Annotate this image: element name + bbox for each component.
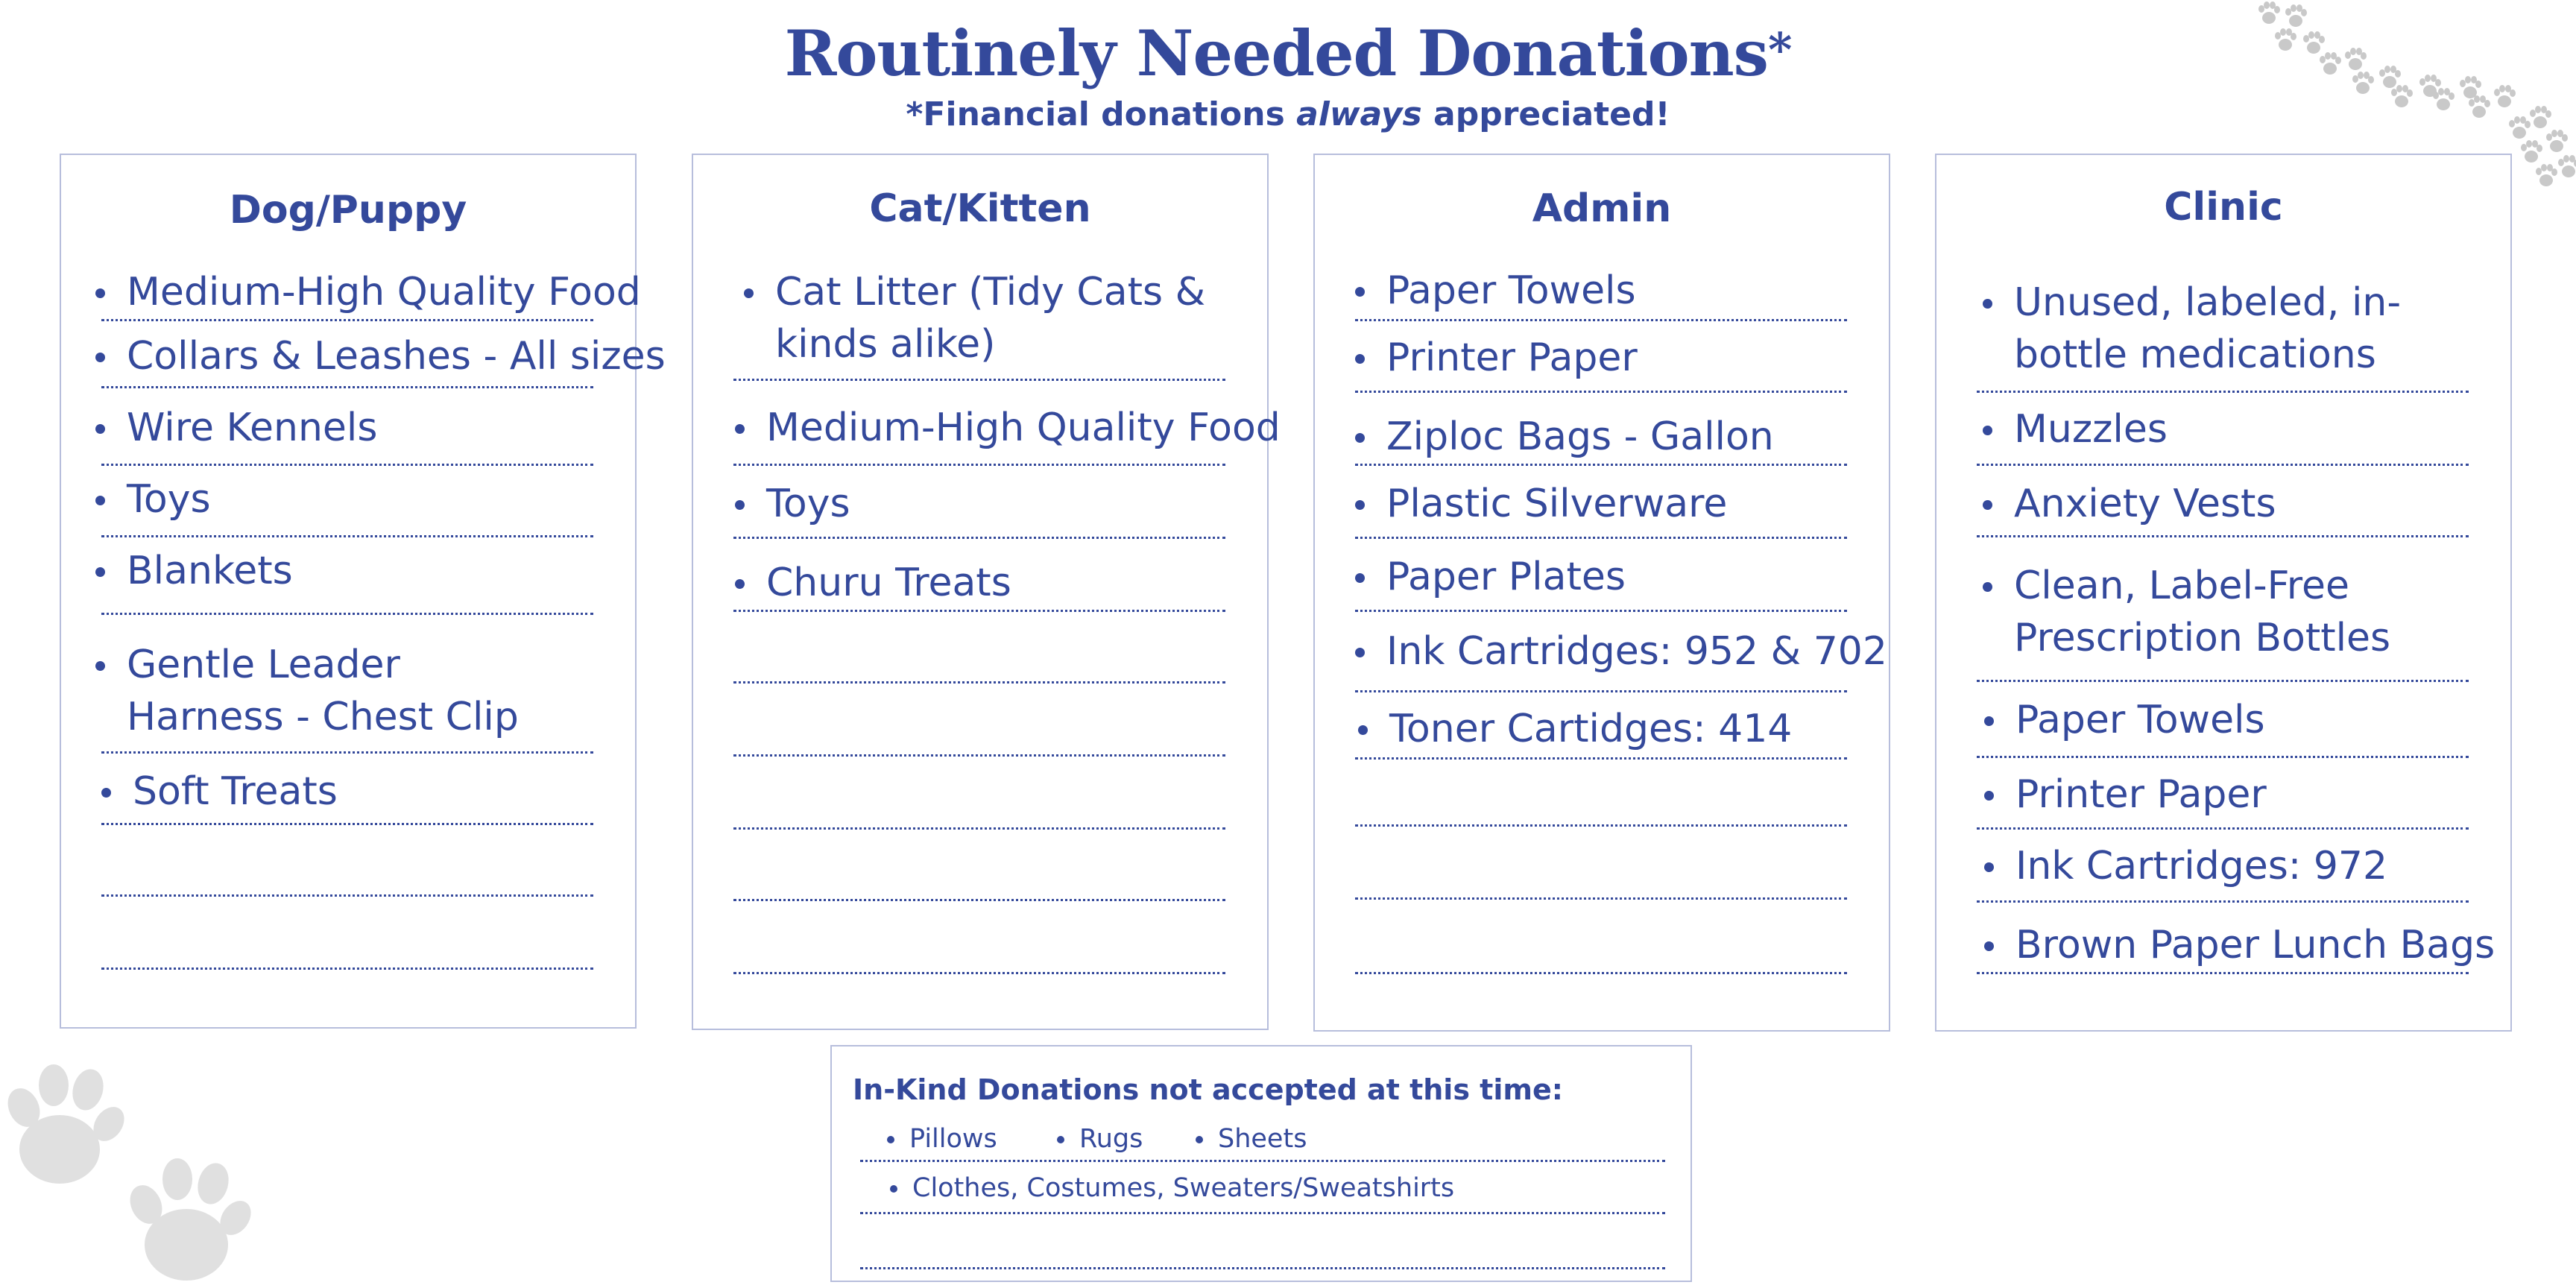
list-item: Soft Treats	[133, 765, 338, 818]
list-item-continued: Harness - Chest Clip	[127, 695, 519, 739]
divider	[733, 827, 1225, 830]
card-admin	[1313, 154, 1890, 1032]
divider	[101, 894, 593, 897]
list-item: Printer Paper	[1386, 331, 1638, 385]
divider	[101, 535, 593, 537]
subtitle-tail: appreciated!	[1421, 95, 1670, 133]
list-item: Unused, labeled, in-	[2014, 276, 2401, 329]
list-item: Printer Paper	[2015, 768, 2267, 821]
divider	[733, 754, 1225, 757]
divider	[1977, 900, 2469, 903]
list-item: Cat Litter (Tidy Cats &	[775, 265, 1205, 319]
divider	[101, 319, 593, 321]
list-item: Anxiety Vests	[2014, 477, 2276, 531]
divider	[1977, 391, 2469, 393]
divider	[101, 823, 593, 825]
divider	[733, 464, 1225, 466]
divider	[733, 681, 1225, 684]
not-accepted-item: Clothes, Costumes, Sweaters/Sweatshirts	[912, 1173, 1455, 1203]
page-title	[0, 16, 2576, 90]
card-title: Admin	[1532, 186, 1672, 231]
divider	[1355, 824, 1847, 827]
not-accepted-item: Pillows	[909, 1124, 997, 1154]
subtitle-lead: *Financial donations	[906, 95, 1297, 133]
card-cat-kitten	[692, 154, 1281, 1030]
list-item-continued: bottle medications	[2014, 332, 2376, 377]
divider	[860, 1212, 1665, 1214]
divider	[1355, 537, 1847, 539]
page-title-text: Routinely Needed Donations	[784, 16, 1768, 90]
divider	[1355, 690, 1847, 692]
list-item: Toys	[766, 477, 850, 531]
divider	[1977, 464, 2469, 466]
list-item: Brown Paper Lunch Bags	[2015, 918, 2495, 972]
list-item: Ink Cartridges: 972	[2015, 839, 2387, 893]
not-accepted-item: Sheets	[1218, 1124, 1307, 1154]
divider	[1355, 610, 1847, 612]
divider	[733, 537, 1225, 539]
divider	[1977, 756, 2469, 758]
divider	[1355, 319, 1847, 321]
list-item: Ink Cartridges: 952 & 702	[1386, 625, 1887, 678]
card-title: Clinic	[2164, 185, 2283, 230]
divider	[733, 972, 1225, 974]
divider	[101, 613, 593, 615]
card-title: Cat/Kitten	[869, 186, 1091, 231]
divider	[1355, 391, 1847, 393]
list-item: Blankets	[127, 544, 293, 598]
divider	[1977, 535, 2469, 537]
not-accepted-item: Rugs	[1079, 1124, 1143, 1154]
divider	[1355, 464, 1847, 466]
list-item: Medium-High Quality Food	[127, 265, 641, 319]
card-title: Dog/Puppy	[229, 188, 467, 233]
list-item: Medium-High Quality Food	[766, 401, 1281, 455]
list-item-continued: Prescription Bottles	[2014, 616, 2391, 660]
list-item: Paper Towels	[2015, 693, 2265, 747]
list-item: Paper Towels	[1386, 264, 1636, 318]
list-item: Muzzles	[2014, 402, 2168, 456]
divider	[860, 1160, 1665, 1162]
list-item: Toner Cartidges: 414	[1389, 702, 1792, 756]
divider	[1977, 680, 2469, 682]
not-accepted-title: In-Kind Donations not accepted at this time:	[853, 1073, 1563, 1106]
list-item: Plastic Silverware	[1386, 477, 1727, 531]
subtitle-emphasis: always	[1296, 95, 1422, 133]
list-item-continued: kinds alike)	[775, 322, 996, 367]
list-item: Clean, Label-Free	[2014, 559, 2349, 613]
card-clinic	[1935, 154, 2512, 1032]
divider	[1977, 827, 2469, 830]
page-subtitle	[0, 95, 2576, 133]
divider	[1355, 972, 1847, 974]
list-item: Collars & Leashes - All sizes	[127, 329, 666, 383]
not-accepted-box	[830, 1045, 1692, 1282]
divider	[860, 1267, 1665, 1269]
list-item: Toys	[127, 473, 211, 526]
divider	[101, 751, 593, 754]
list-item: Ziploc Bags - Gallon	[1386, 410, 1774, 464]
list-item: Paper Plates	[1386, 550, 1626, 604]
divider	[1977, 972, 2469, 974]
divider	[1355, 897, 1847, 900]
card-dog-puppy	[60, 154, 666, 1029]
list-item: Wire Kennels	[127, 401, 377, 455]
divider	[733, 899, 1225, 901]
divider	[101, 967, 593, 970]
divider	[733, 379, 1225, 381]
list-item: Gentle Leader	[127, 638, 400, 692]
divider	[733, 610, 1225, 612]
divider	[1355, 757, 1847, 760]
list-item: Churu Treats	[766, 556, 1011, 610]
paw-print-bottom-left-icon	[0, 1058, 253, 1288]
title-asterisk: *	[1767, 22, 1792, 77]
divider	[101, 464, 593, 466]
divider	[101, 386, 593, 388]
